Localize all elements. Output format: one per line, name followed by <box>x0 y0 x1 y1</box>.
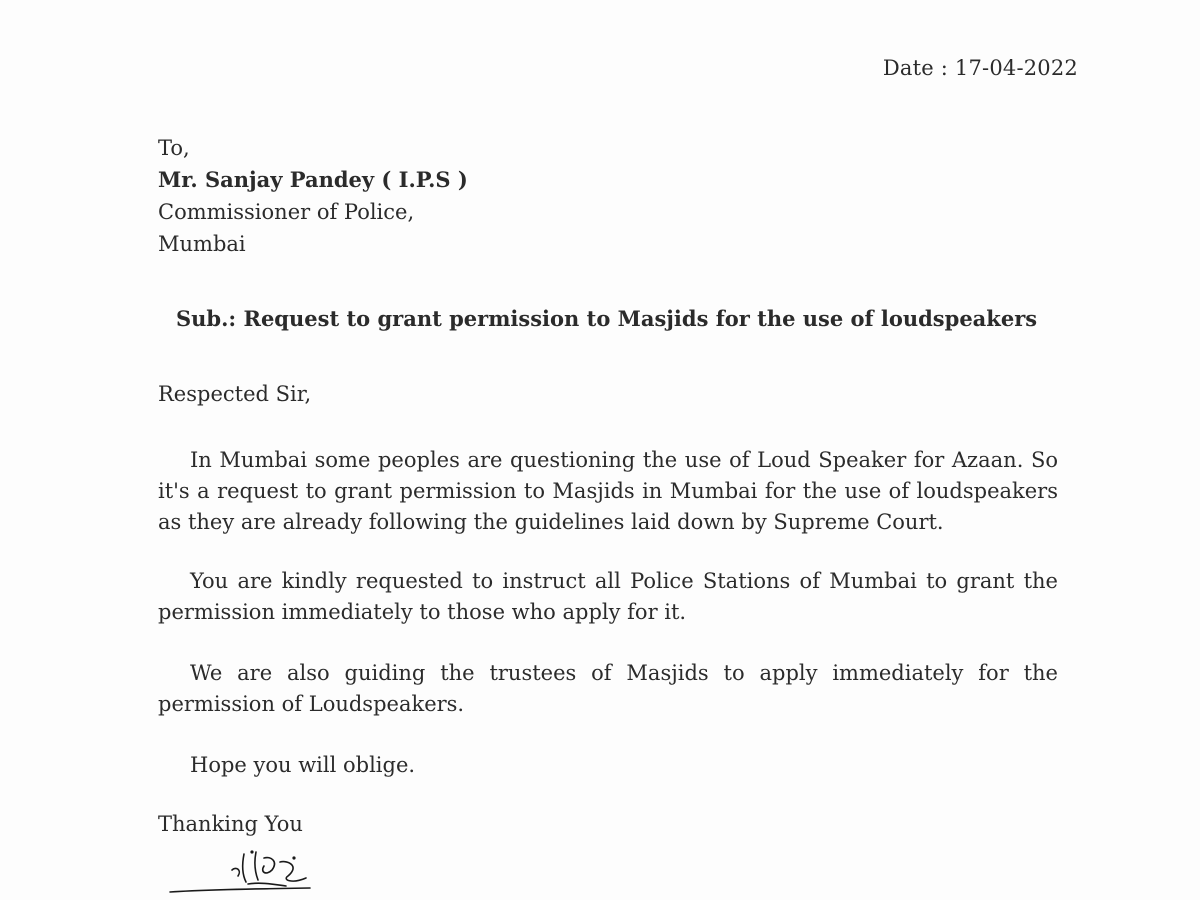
address-to: To, <box>158 136 190 160</box>
body-paragraph-1: In Mumbai some peoples are questioning the use of Loud Speaker for Azaan. So it's a request to grant permission to Masjids in Mumbai for the use of loudspeakers as they are already following the guidelines laid down by Supreme Court. <box>158 448 1058 534</box>
recipient-city: Mumbai <box>158 232 246 256</box>
body-paragraph-4: Hope you will oblige. <box>190 753 416 777</box>
recipient-title: Commissioner of Police, <box>158 200 415 224</box>
body-paragraph-3: We are also guiding the trustees of Masjids to apply immediately for the permission of Loudspeakers. <box>158 661 1058 716</box>
letter-subject: Sub.: Request to grant permission to Masjids for the use of loudspeakers <box>176 306 1038 331</box>
letter-salutation: Respected Sir, <box>158 382 312 406</box>
recipient-name: Mr. Sanjay Pandey ( I.P.S ) <box>158 167 468 192</box>
recipient-address <box>158 132 468 260</box>
body-paragraph-2: You are kindly requested to instruct all Police Stations of Mumbai to grant the permission immediately to those who apply for it. <box>158 569 1058 624</box>
signature-image <box>160 848 330 900</box>
letter-closing: Thanking You <box>158 812 303 836</box>
letter-date: Date : 17-04-2022 <box>882 56 1078 80</box>
